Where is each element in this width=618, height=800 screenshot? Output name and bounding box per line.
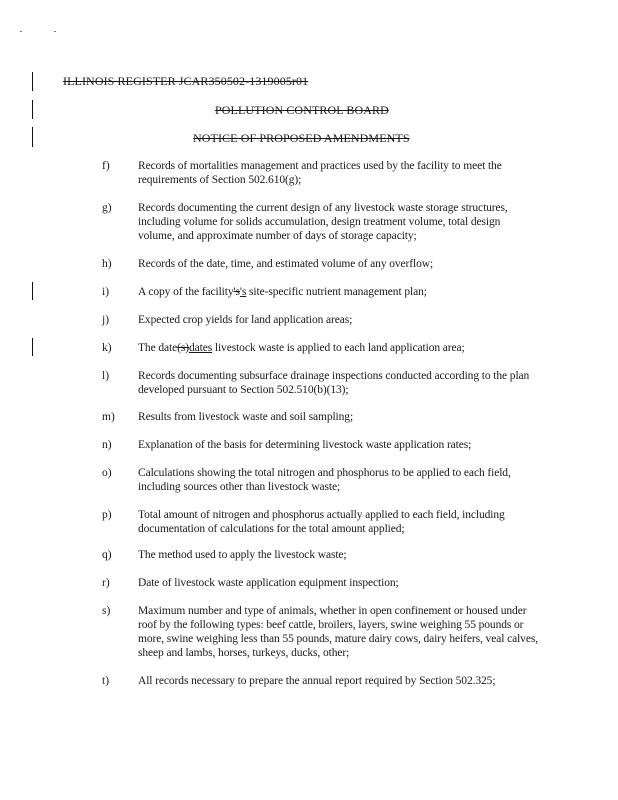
scan-speck [20,31,22,32]
item-label: t) [102,675,110,687]
change-bar [32,282,33,300]
item-label: m) [102,411,115,423]
item-text: Records of mortalities management and practices used by the facility to meet the requirements of Section 502.610(g); [138,160,502,186]
item-label: s) [102,605,111,617]
change-bar [32,100,33,119]
notice-header: NOTICE OF PROPOSED AMENDMENTS [193,131,410,145]
board-header: POLLUTION CONTROL BOARD [215,103,389,117]
item-label: l) [102,370,110,382]
item-text: Date of livestock waste application equipment inspection; [138,577,399,589]
item-text: Results from livestock waste and soil sampling; [138,411,354,423]
item-text: Explanation of the basis for determining livestock waste application rates; [138,439,472,451]
change-bar [32,127,33,147]
inserted-text: 's [239,286,247,298]
item-label: q) [102,549,112,561]
change-bar [32,72,33,91]
item-text-after: site-specific nutrient management plan; [246,286,427,298]
item-text: The method used to apply the livestock waste; [138,549,347,561]
item-label: k) [102,342,112,354]
deleted-text: 's [233,286,240,298]
item-label: o) [102,467,112,479]
item-text: Maximum number and type of animals, whether in open confinement or housed under roof by the following types: beef cattle, broilers, layers, swine weighing 55 pounds or more, swine weighing less than 55 pounds, mature dairy cows, dairy heifers, veal calves, sheep and lambs, horses, turkeys, ducks, other; [138,605,538,659]
item-text-before: The date [138,342,178,354]
deleted-text: (s) [177,342,189,354]
item-text: Calculations showing the total nitrogen and phosphorus to be applied to each field, including sources other than livestock waste; [138,467,511,493]
item-text: All records necessary to prepare the annual report required by Section 502.325; [138,675,496,687]
item-label: n) [102,439,112,451]
inserted-text: dates [188,342,213,354]
item-label: p) [102,509,112,521]
item-label: r) [102,577,110,589]
item-text-before: A copy of the facility [138,286,234,298]
item-label: f) [102,160,110,172]
item-text: Records of the date, time, and estimated volume of any overflow; [138,258,434,270]
item-text-after: livestock waste is applied to each land application area; [212,342,465,354]
item-label: h) [102,258,112,270]
item-label: j) [102,314,110,326]
item-text [138,341,538,355]
item-text: Expected crop yields for land application areas; [138,314,353,326]
item-text: Total amount of nitrogen and phosphorus actually applied to each field, including documentation of calculations for the total amount applied; [138,509,505,535]
item-text [138,285,538,299]
scan-speck [54,31,56,32]
register-header: ILLINOIS REGISTER JCAR350502-1319005r01 [63,74,309,88]
item-label: g) [102,202,112,214]
item-text: Records documenting the current design of any livestock waste storage structures, including volume for solids accumulation, design treatment volume, total design volume, and approximate number of days of storage capacity; [138,202,508,242]
change-bar [32,338,33,356]
item-label: i) [102,286,110,298]
item-text: Records documenting subsurface drainage inspections conducted according to the plan developed pursuant to Section 502.510(b)(13); [138,370,530,396]
